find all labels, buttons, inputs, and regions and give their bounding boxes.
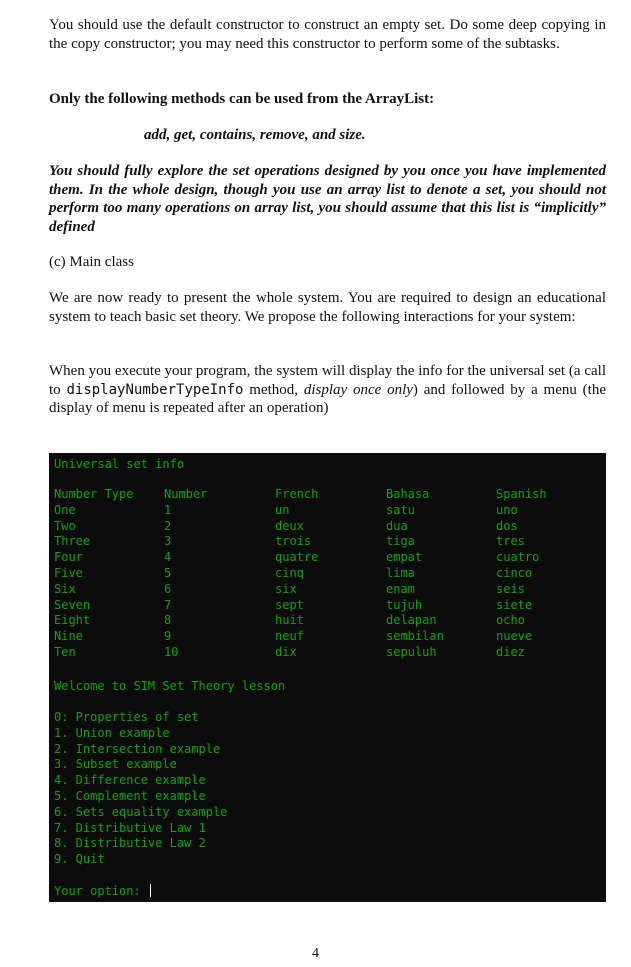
table-cell: trois [275, 534, 312, 549]
table-cell: 2 [164, 518, 172, 533]
paragraph-explore: You should fully explore the set operations designed by you once you have implemented them. In the whole design, though you use an array list to denote a set, you should not perform too many operations on array list, you should assume that this list is “implicitly” defined [49, 163, 606, 235]
p7-emphasis: display once only [303, 381, 413, 398]
menu-item-3: 3. Subset example [54, 757, 177, 772]
menu-item-9: 9. Quit [54, 852, 105, 867]
welcome-message: Welcome to SIM Set Theory lesson [54, 679, 286, 693]
table-cell: cinco [496, 565, 533, 580]
table-cell: tres [496, 534, 525, 549]
column-french [275, 487, 318, 661]
menu-item-2: 2. Intersection example [54, 741, 221, 756]
table-cell: sembilan [386, 629, 444, 644]
p7-text-c: ) and followed by a menu (the display of menu is repeated after an operation) [49, 381, 606, 416]
table-cell: Five [54, 565, 83, 580]
paragraph-constructor: You should use the default constructor to construct an empty set. Do some deep copying in the copy constructor; you may need this constructor to perform some of the subtasks. [49, 17, 606, 52]
column-number-type [54, 487, 133, 661]
table-cell: dix [275, 644, 297, 659]
p7-text-a: When you execute your program, the system will display the info for the universal set (a call to [49, 363, 606, 398]
table-cell: enam [386, 581, 415, 596]
table-cell: Six [54, 581, 76, 596]
table-cell: tujuh [386, 597, 423, 612]
table-cell: satu [386, 502, 415, 517]
prompt-label: Your option: [54, 884, 148, 898]
table-cell: cuatro [496, 550, 540, 565]
table-cell: quatre [275, 550, 319, 565]
table-cell: lima [386, 565, 415, 580]
table-cell: 4 [164, 550, 172, 565]
table-cell: seis [496, 581, 525, 596]
table-cell: six [275, 581, 297, 596]
table-cell: sepuluh [386, 644, 437, 659]
table-cell: Nine [54, 629, 83, 644]
column-bahasa [386, 487, 444, 661]
column-number [164, 487, 207, 661]
paragraph-execute [49, 362, 606, 418]
menu-item-5: 5. Complement example [54, 789, 206, 803]
table-cell: uno [496, 502, 518, 517]
table-cell: delapan [386, 613, 437, 628]
table-cell: diez [496, 644, 525, 659]
table-cell: Eight [54, 613, 91, 628]
table-cell: ocho [496, 613, 525, 628]
table-cell: huit [275, 613, 304, 628]
table-cell: Four [54, 550, 83, 565]
console-heading: Universal set info [54, 457, 185, 471]
table-cell: deux [275, 518, 304, 533]
table-cell: Two [54, 518, 76, 533]
column-header: French [275, 487, 319, 501]
table-cell: tiga [386, 534, 415, 549]
table-cell: 1 [164, 502, 172, 517]
table-cell: cinq [275, 565, 304, 580]
option-prompt[interactable] [54, 884, 151, 900]
table-cell: nueve [496, 629, 533, 644]
table-cell: un [275, 502, 290, 517]
text-cursor [150, 884, 151, 897]
menu-item-1: 1. Union example [54, 725, 170, 740]
p7-code: displayNumberTypeInfo [66, 381, 244, 398]
table-cell: Seven [54, 597, 91, 612]
menu-item-4: 4. Difference example [54, 773, 206, 788]
table-cell: Three [54, 534, 91, 549]
column-header: Bahasa [386, 487, 430, 501]
table-cell: Ten [54, 644, 76, 659]
table-cell: neuf [275, 629, 304, 644]
table-cell: One [54, 502, 76, 517]
table-cell: empat [386, 550, 423, 565]
column-header: Number [164, 487, 208, 501]
table-cell: 8 [164, 613, 172, 628]
table-cell: sept [275, 597, 304, 612]
table-cell: 6 [164, 581, 172, 596]
column-header: Number Type [54, 487, 134, 501]
paragraph-system: We are now ready to present the whole system. You are required to design an educational system to teach basic set theory. We propose the following interactions for your system: [49, 290, 606, 325]
column-header: Spanish [496, 487, 547, 501]
menu-item-0: 0: Properties of set [54, 710, 199, 724]
page-number: 4 [312, 946, 319, 961]
table-cell: 7 [164, 597, 172, 612]
menu-item-7: 7. Distributive Law 1 [54, 820, 206, 835]
table-cell: 3 [164, 534, 172, 549]
menu-item-8: 8. Distributive Law 2 [54, 836, 206, 851]
method-list: add, get, contains, remove, and size. [144, 127, 366, 143]
table-cell: siete [496, 597, 533, 612]
column-spanish [496, 487, 547, 661]
table-cell: 9 [164, 629, 172, 644]
paragraph-allowed-methods: Only the following methods can be used from the ArrayList: [49, 91, 435, 107]
console-window [49, 453, 606, 902]
table-cell: dua [386, 518, 408, 533]
table-cell: dos [496, 518, 518, 533]
table-cell: 10 [164, 644, 179, 659]
table-cell: 5 [164, 565, 172, 580]
menu-item-6: 6. Sets equality example [54, 804, 228, 819]
section-heading-main-class: (c) Main class [49, 254, 134, 270]
p7-text-b: method, [243, 381, 304, 398]
